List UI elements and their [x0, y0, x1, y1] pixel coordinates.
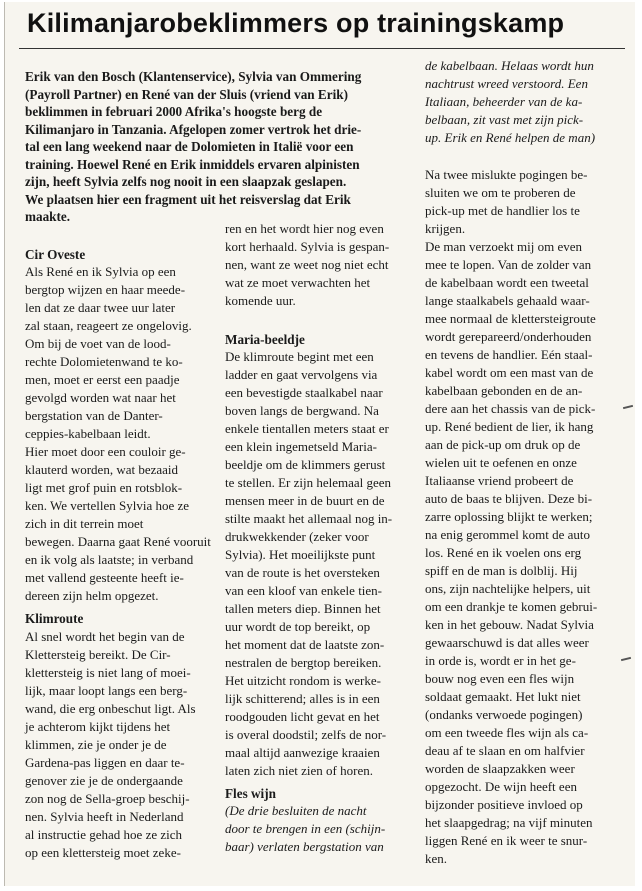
text-line: het slaapgedrag; na vijf minuten: [425, 815, 593, 830]
text-line: Sylvia). Het moeilijkste punt: [225, 547, 376, 562]
text-line: ren en het wordt hier nog even: [225, 221, 384, 236]
text-line: ken in het gebouw. Nadat Sylvia: [425, 617, 594, 632]
text-line: het moment dat de laatste zon-: [225, 637, 385, 652]
text-line: is overal doodstil; zelfs de nor-: [225, 727, 387, 742]
heading-maria-beeldje: Maria-beeldje: [225, 332, 305, 347]
text-line: klettersteig is niet lang of moei-: [25, 665, 191, 680]
text-line: Om bij de voet van de lood-: [25, 336, 171, 351]
text-line: van een kloof van enkele tien-: [225, 583, 383, 598]
text-line: belbaan, zit vast met zijn pick-: [425, 112, 584, 127]
text-line: Gardena-pas liggen en daar te-: [25, 755, 185, 770]
text-line: wat ze moet verwachten het: [225, 275, 371, 290]
intro-paragraph: [25, 68, 417, 226]
text-line: door te brengen in een (schijn-: [225, 821, 386, 836]
text-line: baar) verlaten bergstation van: [225, 839, 384, 854]
text-line: al instructie gehad hoe ze zich: [25, 827, 183, 842]
text-line: tallen meters diep. Binnen het: [225, 601, 381, 616]
text-line: liggen René en ik weer te snur-: [425, 833, 588, 848]
text-line: men, moet er eerst een paadje: [25, 372, 180, 387]
text-line: en ik volg als laatste; in verband: [25, 552, 194, 567]
text-line: bijzonder positieve invloed op: [425, 797, 583, 812]
text-line: mee normaal de klettersteigroute: [425, 311, 596, 326]
text-line: zal staan, reageert ze ongelovig.: [25, 318, 192, 333]
text-line: in orde is, wordt er in het ge-: [425, 653, 576, 668]
text-line: ken. We vertellen Sylvia hoe ze: [25, 498, 190, 513]
text-line: bewegen. Daarna gaat René vooruit: [25, 534, 211, 549]
binding-hole-mark: [623, 405, 633, 409]
text-line: nachtrust wreed verstoord. Een: [425, 76, 588, 91]
text-line: De man verzoekt mij om even: [425, 239, 583, 254]
text-line: Italiaan, beheerder van de ka-: [425, 94, 583, 109]
text-line: kabelbaan gebonden en de an-: [425, 383, 583, 398]
text-line: Klettersteig bereikt. De Cir-: [25, 647, 171, 662]
text-line: van de route is het oversteken: [225, 565, 380, 580]
text-line: auto de baas te blijven. Deze bi-: [425, 491, 593, 506]
text-line: lijk, maar loopt langs een berg-: [25, 683, 188, 698]
text-line: We plaatsen hier een fragment uit het reisverslag dat Erik: [25, 191, 351, 207]
text-line: De klimroute begint met een: [225, 349, 374, 364]
col1-paragraph-2: [25, 628, 196, 862]
text-line: boven langs de bergwand. Na: [225, 403, 379, 418]
text-line: een klein ingemetseld Maria-: [225, 439, 377, 454]
text-line: komende uur.: [225, 293, 296, 308]
title-underline: [19, 48, 625, 49]
col3-paragraph-1: [425, 166, 597, 868]
text-line: ceppies-kabelbaan leidt.: [25, 426, 151, 441]
text-line: dere aan het chassis van de pick-: [425, 401, 596, 416]
text-line: aan de pick-up om druk op de: [425, 437, 581, 452]
text-line: wordt gerepareerd/onderhouden: [425, 329, 592, 344]
binding-hole-mark: [621, 657, 631, 661]
text-line: stilte maakt het allemaal nog in-: [225, 511, 393, 526]
col2-paragraph-0: [225, 220, 389, 310]
text-line: maakte.: [25, 209, 71, 224]
text-line: Na twee mislukte pogingen be-: [425, 167, 588, 182]
text-line: dereen zijn helm opgezet.: [25, 588, 159, 603]
text-line: op een klettersteig moet zeke-: [25, 845, 181, 860]
text-line: een bevestigde staalkabel naar: [225, 385, 383, 400]
text-line: wand, die erg onbeschut ligt. Als: [25, 701, 196, 716]
text-line: Al snel wordt het begin van de: [25, 629, 185, 644]
article-title: Kilimanjarobeklimmers op trainingskamp: [27, 8, 565, 38]
text-line: up. René bedient de lier, ik hang: [425, 419, 594, 434]
text-line: laten zich niet zien of horen.: [225, 763, 373, 778]
col2-paragraph-1: [225, 348, 392, 780]
text-line: ladder en gaat vervolgens via: [225, 367, 378, 382]
text-line: mensen meer in de buurt en de: [225, 493, 385, 508]
text-line: Hier moet door een couloir ge-: [25, 444, 186, 459]
text-line: beeldje om de klimmers gerust: [225, 457, 386, 472]
text-line: (Payroll Partner) en René van der Sluis (vriend van Erik): [25, 86, 348, 102]
text-line: enkele tientallen meters staat er: [225, 421, 389, 436]
text-line: up. Erik en René helpen de man): [425, 130, 596, 145]
text-line: genover zie je de ondergaande: [25, 773, 183, 788]
text-line: drukwekkender (zeker voor: [225, 529, 369, 544]
text-line: ken.: [425, 851, 448, 866]
text-line: klimmen, zie je onder je de: [25, 737, 167, 752]
text-line: gevolgd worden wat naar het: [25, 390, 176, 405]
text-line: roodgouden licht gevat en het: [225, 709, 380, 724]
magazine-page: [4, 2, 635, 886]
text-line: zijn, heeft Sylvia zelfs nog nooit in een slaapzak geslapen.: [25, 174, 347, 189]
text-line: zarre oplossing blijkt te werken;: [425, 509, 593, 524]
text-line: te stellen. Er zijn helemaal geen: [225, 475, 392, 490]
text-line: training. Hoewel René en Erik inmiddels ervaren alpinisten: [25, 156, 360, 172]
col2-paragraph-2: [225, 802, 385, 856]
col3-intro-italic: [425, 57, 595, 147]
text-line: zon nog de Sella-groep beschij-: [25, 791, 190, 806]
text-line: lijk schitterend; alles is in een: [225, 691, 380, 706]
text-line: Als René en ik Sylvia op een: [25, 264, 176, 279]
text-line: Italiaanse vriend probeert de: [425, 473, 574, 488]
text-line: soldaat gemaakt. Het lukt niet: [425, 689, 581, 704]
text-line: klauterd worden, wat bezaaid: [25, 462, 179, 477]
text-line: (De drie besluiten de nacht: [225, 803, 367, 818]
text-line: kort herhaald. Sylvia is gespan-: [225, 239, 390, 254]
text-line: zich in dit terrein moet: [25, 516, 144, 531]
text-line: beklimmen in februari 2000 Afrika's hoogste berg de: [25, 104, 323, 119]
text-line: ligt met grof puin en rotsblok-: [25, 480, 183, 495]
text-line: sluiten we om te proberen de: [425, 185, 576, 200]
text-line: je achterom kijkt tijdens het: [25, 719, 171, 734]
text-line: mee te lopen. Van de zolder van: [425, 257, 592, 272]
text-line: uur wordt de top bereikt, op: [225, 619, 371, 634]
text-line: krijgen.: [425, 221, 466, 236]
text-line: Kilimanjaro in Tanzania. Afgelopen zomer vertrok het drie-: [25, 121, 362, 137]
text-line: worden de slaapzakken weer: [425, 761, 575, 776]
text-line: nen, want ze weet nog niet echt: [225, 257, 389, 272]
text-line: tal een lang weekend naar de Dolomieten in Italië voor een: [25, 139, 354, 154]
text-line: kabel wordt om een mast van de: [425, 365, 594, 380]
text-line: deau af te slaan en om halfvier: [425, 743, 585, 758]
text-line: spiff en de man is dolblij. Hij: [425, 563, 578, 578]
text-line: rechte Dolomietenwand te ko-: [25, 354, 183, 369]
text-line: bergtop wijzen en haar meede-: [25, 282, 186, 297]
heading-cir-oveste: Cir Oveste: [25, 247, 86, 262]
text-line: de kabelbaan. Helaas wordt hun: [425, 58, 594, 73]
heading-klimroute: Klimroute: [25, 611, 84, 626]
text-line: maal altijd aanwezige kraaien: [225, 745, 380, 760]
text-line: na enig gerommel komt de auto: [425, 527, 590, 542]
text-line: Het uitzicht rondom is werke-: [225, 673, 381, 688]
text-line: wielen uit te oefenen en onze: [425, 455, 577, 470]
col1-paragraph-1: [25, 263, 211, 605]
text-line: los. René en ik voelen ons erg: [425, 545, 582, 560]
text-line: bouw nog even een fles wijn: [425, 671, 575, 686]
text-line: nestralen de bergtop bereiken.: [225, 655, 382, 670]
text-line: ons, zijn nachtelijke helpers, uit: [425, 581, 591, 596]
text-line: Erik van den Bosch (Klantenservice), Sylvia van Ommering: [25, 69, 362, 84]
text-line: len dat ze daar twee uur later: [25, 300, 176, 315]
text-line: en tevens de handlier. Eén staal-: [425, 347, 593, 362]
text-line: om een drankje te komen gebrui-: [425, 599, 598, 614]
text-line: lange staalkabels gehaald waar-: [425, 293, 590, 308]
text-line: (ondanks verwoede pogingen): [425, 707, 583, 722]
text-line: opgezocht. De wijn heeft een: [425, 779, 577, 794]
text-line: pick-up met de handlier los te: [425, 203, 580, 218]
heading-fles-wijn: Fles wijn: [225, 786, 276, 801]
text-line: gewaarschuwd is dat alles weer: [425, 635, 589, 650]
text-line: met vallend gesteente heeft ie-: [25, 570, 184, 585]
text-line: de kabelbaan wordt een tweetal: [425, 275, 589, 290]
text-line: bergstation van de Danter-: [25, 408, 163, 423]
text-line: om een tweede fles wijn als ca-: [425, 725, 589, 740]
text-line: nen. Sylvia heeft in Nederland: [25, 809, 184, 824]
